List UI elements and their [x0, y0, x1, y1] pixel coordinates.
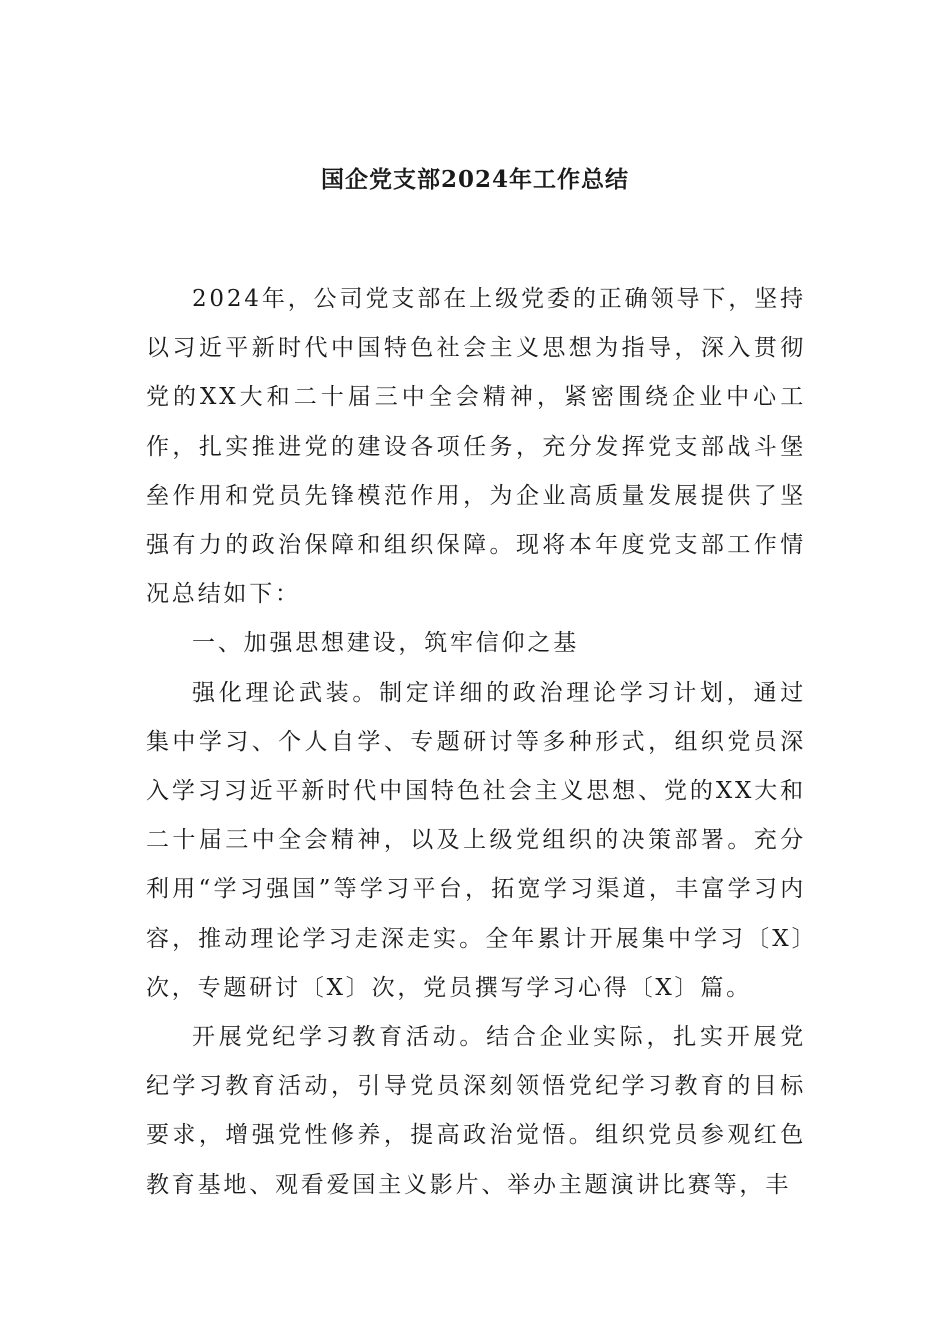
document-title: 国企党支部2024年工作总结	[320, 166, 629, 193]
document-body	[146, 275, 806, 1210]
paragraph-theory-study: 强化理论武装。制定详细的政治理论学习计划，通过集中学习、个人自学、专题研讨等多种形式，组织党员深入学习习近平新时代中国特色社会主义思想、党的XX大和二十届三中全会精神，以及上级党组织的决策部署。充分利用“学习强国”等学习平台，拓宽学习渠道，丰富学习内容，推动理论学习走深走实。全年累计开展集中学习〔X〕次，专题研讨〔X〕次，党员撰写学习心得〔X〕篇。	[146, 679, 806, 1001]
paragraph-discipline-education: 开展党纪学习教育活动。结合企业实际，扎实开展党纪学习教育活动，引导党员深刻领悟党纪学习教育的目标要求，增强党性修养，提高政治觉悟。组织党员参观红色教育基地、观看爱国主义影片、举办主题演讲比赛等，丰	[146, 1024, 806, 1198]
section-heading-1: 一、加强思想建设，筑牢信仰之基	[192, 630, 579, 657]
intro-paragraph: 2024年，公司党支部在上级党委的正确领导下，坚持以习近平新时代中国特色社会主义思想为指导，深入贯彻党的XX大和二十届三中全会精神，紧密围绕企业中心工作，扎实推进党的建设各项任务，充分发挥党支部战斗堡垒作用和党员先锋模范作用，为企业高质量发展提供了坚强有力的政治保障和组织保障。现将本年度党支部工作情况总结如下：	[146, 286, 806, 608]
